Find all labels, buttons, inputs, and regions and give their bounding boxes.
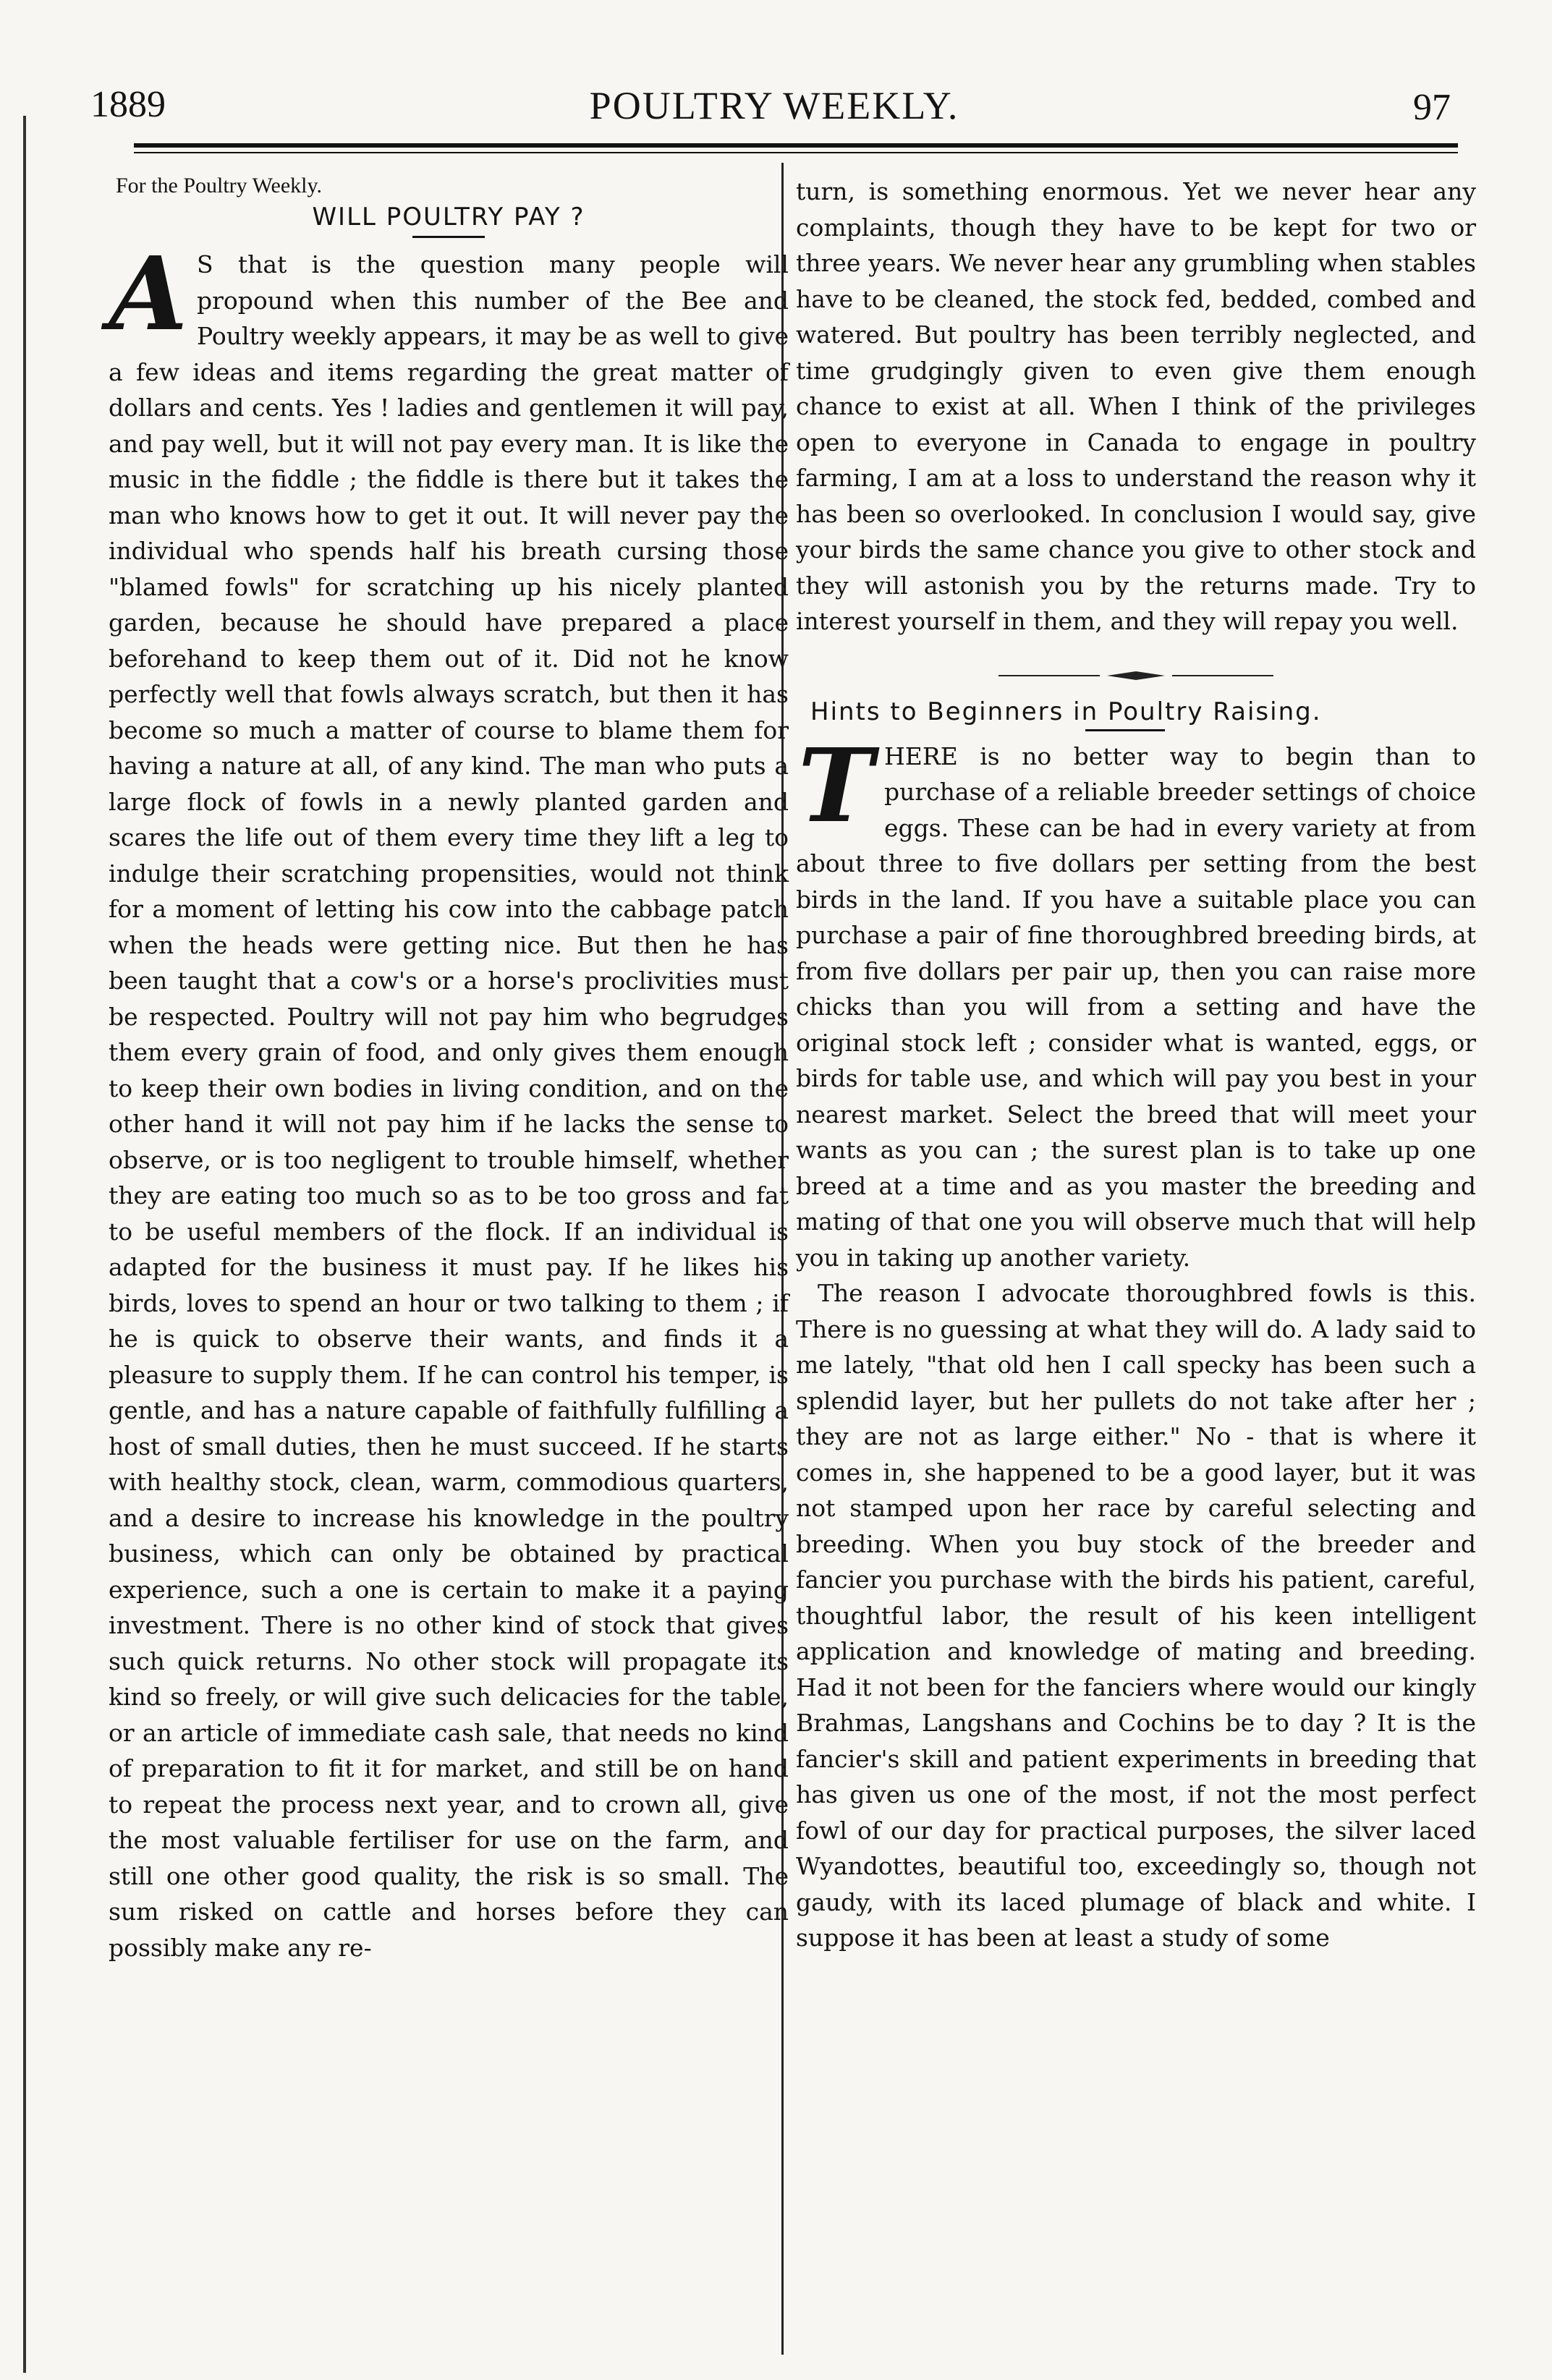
page-number: 97 xyxy=(1413,87,1451,128)
divider-ornament xyxy=(1100,668,1172,687)
page-edge-line xyxy=(23,116,26,2373)
running-header xyxy=(90,83,1458,134)
article-continuation: turn, is something enormous. Yet we never hear any complaints, though they have to be kept for two or three years. We never hear any grumbling when stables have to be cleaned, the stock fed, bedded, combed and watered. But poultry has been terribly neglected, and time grudgingly given to even give them enough chance to exist at all. When I think of the privileges open to everyone in Canada to engage in poultry farming, I am at a loss to understand the reason why it has been so overlooked. In conclusion I would say, give your birds the same chance you give to other stock and they will astonish you by the returns made. Try to interest yourself in them, and they will repay you well. xyxy=(796,177,1476,635)
article2-para2: The reason I advocate thoroughbred fowls is this. There is no guessing at what they will do. A lady said to me lately, "that old hen I call specky has been such a splendid layer, but her pullets do not take after her ; they are not as large either." No - that is where it comes in, she happened to be a good layer, but it was not stamped upon her race by careful selecting and breeding. When you buy stock of the breeder and fancier you purchase with the birds his patient, careful, thoughtful labor, the result of his keen intelligent application and knowledge of mating and breeding. Had it not been for the fanciers where would our kingly Brahmas, Langshans and Cochins be to day ? It is the fancier's skill and patient experiments in breeding that has given us one of the most, if not the most perfect fowl of our day for practical purposes, the silver laced Wyandottes, beautiful too, exceedingly so, though not gaudy, with its laced plumage of black and white. I suppose it has been at least a study of some xyxy=(796,1279,1476,1952)
title-rule xyxy=(412,236,485,238)
drop-cap-letter: A xyxy=(109,235,188,354)
section-divider xyxy=(998,668,1273,683)
article-body-text: S that is the question many people will propound when this number of the Bee and Poultry weekly appears, it may be as well to give a few ideas and items regarding the great matter of dollars and cents. Yes ! ladies and gentlemen it will pay, and pay well, but it will not pay every man. It is like the music in the fiddle ; the fiddle is there but it takes the man who knows how to get it out. It will never pay the individual who spends half his breath cursing those "blamed fowls" for scratching up his nicely planted garden, because he should have prepared a place beforehand to keep them out of it. Did not he know perfectly well that fowls always scratch, but then it has become so much a matter of course to blame them for having a nature at all, of any kind. The man who puts a large flock of fowls in a newly planted garden and scares the life out of them every time they lift a leg to indulge their scratching propensities, would not think for a moment of letting his cow into the cabbage patch when the heads were getting nice. But then he has been taught that a cow's or a horse's proclivities must be respected. Poultry will not pay him who begrudges them every grain of food, and only gives them enough to keep their own bodies in living condition, and on the other hand it will not pay him if he lacks the sense to observe, or is too negligent to trouble himself, whether they are eating too much so as to be too gross and fat to be useful members of the flock. If an individual is adapted for the business it must pay. If he likes his birds, loves to spend an hour or two talking to them ; if he is quick to observe their wants, and finds it a pleasure to supply them. If he can control his temper, is gentle, and has a nature capable of faithfully fulfilling a host of small duties, then he must succeed. If he starts with healthy stock, clean, warm, commodious quarters, and a desire to increase his knowledge in the poultry business, which can only be obtained by practical experience, such a one is certain to make it a paying investment. There is no other kind of stock that gives such quick returns. No other stock will propagate its kind so freely, or will give such delicacies for the table, or an article of immediate cash sale, that needs no kind of preparation to fit it for market, and still be on hand to repeat the process next year, and to crown all, give the most valuable fertiliser for use on the farm, and still one other good quality, the risk is so small. The sum risked on cattle and horses before they can possibly make any re- xyxy=(109,250,789,1962)
article-byline: For the Poultry Weekly. xyxy=(116,174,323,197)
left-column xyxy=(109,174,789,2351)
drop-cap-letter: T xyxy=(797,726,874,846)
article-body xyxy=(109,235,789,1965)
header-rule-thin xyxy=(134,152,1458,153)
article2-para1-text: HERE is no better way to begin than to purchase of a reliable breeder settings of choice eggs. These can be had in every variety at from about three to five dollars per setting from the best birds in the land. If you have a suitable place you can purchase a pair of fine thoroughbred breeding birds, at from five dollars per pair up, then you can raise more chicks than you will from a setting and have the original stock left ; consider what is wanted, eggs, or birds for table use, and which will pay you best in your nearest market. Select the breed that will meet your wants as you can ; the surest plan is to take up one breed at a time and as you master the breeding and mating of that one you will observe much that will help you in taking up another variety. xyxy=(796,741,1476,1272)
header-rule xyxy=(134,143,1458,148)
article2-title: Hints to Beginners in Poultry Raising. xyxy=(810,697,1322,726)
article2-title-rule xyxy=(1085,729,1165,731)
article-title: WILL POULTRY PAY ? xyxy=(312,203,585,231)
header-year: 1889 xyxy=(90,84,166,125)
publication-title: POULTRY WEEKLY. xyxy=(589,84,959,127)
article2-para1 xyxy=(796,726,1476,1276)
right-column xyxy=(796,174,1476,2351)
